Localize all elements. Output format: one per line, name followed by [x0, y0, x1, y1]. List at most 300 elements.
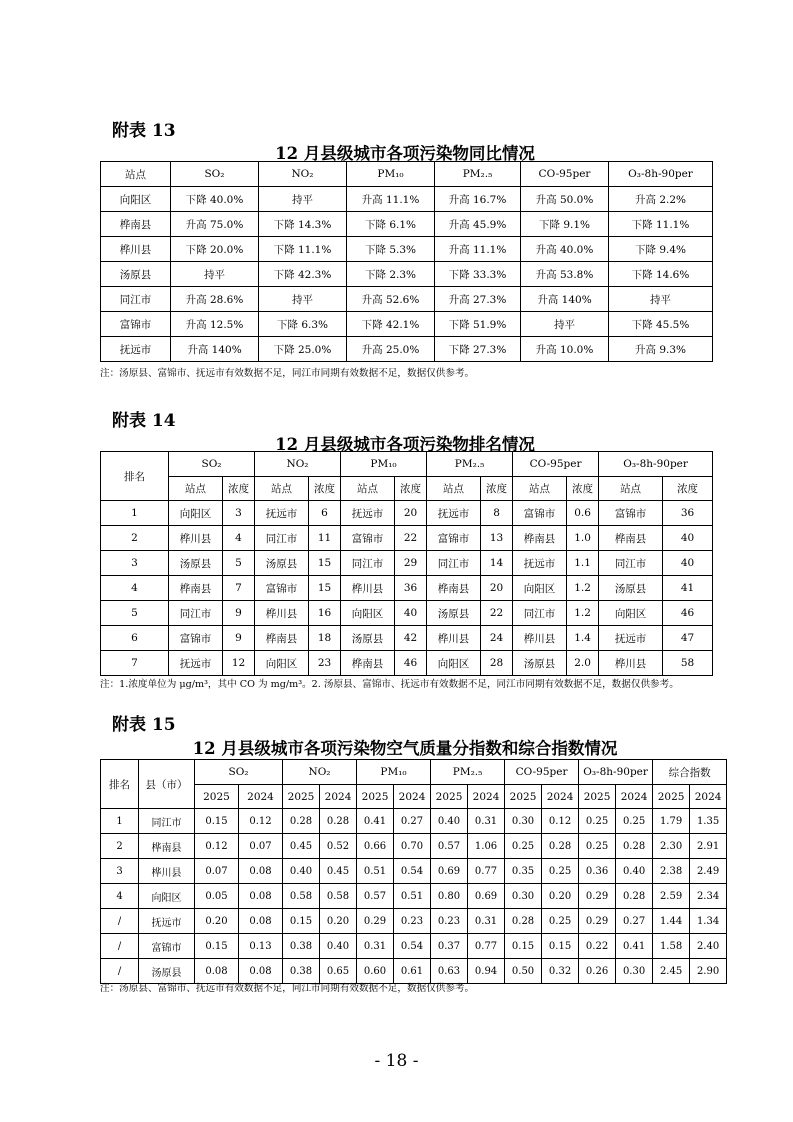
- table15-cell: 0.22: [579, 934, 616, 959]
- table14-cell: 20: [395, 501, 427, 526]
- table15-year-2024-subheader: 2024: [690, 785, 727, 809]
- table15-cell: 0.28: [616, 834, 653, 859]
- table15-cell: 1.58: [653, 934, 690, 959]
- table15-note: 注：汤原县、富锦市、抚远市有效数据不足，同江市同期有效数据不足，数据仅供参考。: [100, 983, 475, 994]
- table15-cell: 0.37: [431, 934, 468, 959]
- table15-cell: 0.25: [542, 859, 579, 884]
- table13-cell: 升高 40.0%: [521, 237, 609, 262]
- table15-group-header: CO-95per: [505, 760, 579, 785]
- table15-cell: 0.08: [239, 959, 283, 984]
- table14-cell: 桦南县: [599, 526, 663, 551]
- table15-cell: 2.30: [653, 834, 690, 859]
- table15-cell: 2: [101, 834, 139, 859]
- table15-cell: 0.08: [239, 859, 283, 884]
- table15-group-header: SO₂: [195, 760, 283, 785]
- table14-cell: 汤原县: [599, 576, 663, 601]
- table13-cell: 富锦市: [101, 312, 171, 337]
- table15-cell: 0.51: [394, 884, 431, 909]
- table13-cell: 升高 11.1%: [347, 187, 435, 212]
- table14-row: [101, 601, 713, 626]
- table15-cell: 0.94: [468, 959, 505, 984]
- table13-cell: 升高 52.6%: [347, 287, 435, 312]
- table14-cell: 富锦市: [599, 501, 663, 526]
- table13-cell: 同江市: [101, 287, 171, 312]
- table14-cell: 24: [481, 626, 513, 651]
- table15-cell: 0.32: [542, 959, 579, 984]
- table13-row: [101, 337, 713, 362]
- table15-cell: 4: [101, 884, 139, 909]
- table15-cell: 1.06: [468, 834, 505, 859]
- table13-cell: 下降 14.6%: [609, 262, 713, 287]
- table13-caption: 12 月县级城市各项污染物同比情况: [275, 144, 535, 163]
- table14-conc-subheader: 浓度: [567, 477, 599, 501]
- table14-cell: 桦川县: [427, 626, 481, 651]
- table14-cell: 13: [481, 526, 513, 551]
- table14-cell: 抚远市: [427, 501, 481, 526]
- table13-cell: 升高 16.7%: [435, 187, 521, 212]
- table15-cell: 0.12: [195, 834, 239, 859]
- table15-cell: 0.40: [431, 809, 468, 834]
- table15-cell: 0.25: [505, 834, 542, 859]
- table14-cell: 2.0: [567, 651, 599, 676]
- table14-cell: 同江市: [169, 601, 223, 626]
- table15-cell: 0.35: [505, 859, 542, 884]
- table13-cell: 持平: [259, 287, 347, 312]
- table15-year-2024-subheader: 2024: [320, 785, 357, 809]
- table15-cell: 0.15: [542, 934, 579, 959]
- table14-cell: 桦川县: [341, 576, 395, 601]
- table15-row: [101, 934, 727, 959]
- table14-conc-subheader: 浓度: [223, 477, 255, 501]
- table14-pollutant-header: NO₂: [255, 452, 341, 477]
- table15-year-2025-subheader: 2025: [431, 785, 468, 809]
- table15-cell: 0.28: [320, 809, 357, 834]
- table14-cell: 桦川县: [255, 601, 309, 626]
- table14-row: [101, 526, 713, 551]
- table14-cell: 同江市: [427, 551, 481, 576]
- table14-conc-subheader: 浓度: [481, 477, 513, 501]
- table14-cell: 向阳区: [341, 601, 395, 626]
- table15-year-2025-subheader: 2025: [653, 785, 690, 809]
- table14-pollutant-header: O₃-8h-90per: [599, 452, 713, 477]
- table15-cell: 0.69: [431, 859, 468, 884]
- table13-header-cell: PM₂.₅: [435, 162, 521, 187]
- table14-cell: 桦南县: [427, 576, 481, 601]
- table14-cell: 15: [309, 576, 341, 601]
- table15-cell: 0.45: [320, 859, 357, 884]
- table13-cell: 下降 25.0%: [259, 337, 347, 362]
- table14-cell: 42: [395, 626, 427, 651]
- table13-cell: 下降 27.3%: [435, 337, 521, 362]
- table15-cell: 0.38: [283, 959, 320, 984]
- table15-cell: 0.41: [616, 934, 653, 959]
- table14-cell: 富锦市: [169, 626, 223, 651]
- table14-note: 注：1.浓度单位为 μg/m³，其中 CO 为 mg/m³。2. 汤原县、富锦市、抚远市有效数据不足，同江市同期有效数据不足，数据仅供参考。: [100, 679, 679, 690]
- table13-header-cell: NO₂: [259, 162, 347, 187]
- table15-cell: 0.20: [320, 909, 357, 934]
- table15-cell: 0.08: [195, 959, 239, 984]
- table15-cell: 0.31: [468, 809, 505, 834]
- table14-cell: 46: [663, 601, 713, 626]
- table15-year-2024-subheader: 2024: [394, 785, 431, 809]
- table13-row: [101, 312, 713, 337]
- table15-cell: 0.13: [239, 934, 283, 959]
- table14-cell: 36: [395, 576, 427, 601]
- table15-cell: 0.58: [320, 884, 357, 909]
- table14: [100, 451, 713, 676]
- table14-station-subheader: 站点: [169, 477, 223, 501]
- table14-cell: 18: [309, 626, 341, 651]
- table15-cell: 0.70: [394, 834, 431, 859]
- table13-cell: 下降 5.3%: [347, 237, 435, 262]
- table15-cell: 0.20: [542, 884, 579, 909]
- table15-cell: 0.07: [239, 834, 283, 859]
- table15-cell: 0.40: [283, 859, 320, 884]
- table15-cell: 0.51: [357, 859, 394, 884]
- table15: [100, 759, 727, 984]
- table15-cell: 汤原县: [139, 959, 195, 984]
- table15-cell: 0.57: [431, 834, 468, 859]
- table14-cell: 0.6: [567, 501, 599, 526]
- table13-cell: 升高 25.0%: [347, 337, 435, 362]
- table15-cell: 向阳区: [139, 884, 195, 909]
- table14-cell: 36: [663, 501, 713, 526]
- table14-cell: 3: [223, 501, 255, 526]
- table14-cell: 47: [663, 626, 713, 651]
- table15-cell: 0.15: [195, 934, 239, 959]
- table15-cell: 0.31: [468, 909, 505, 934]
- table15-cell: 0.50: [505, 959, 542, 984]
- table15-cell: 2.40: [690, 934, 727, 959]
- table14-cell: 40: [395, 601, 427, 626]
- table13-cell: 升高 28.6%: [171, 287, 259, 312]
- table15-row: [101, 959, 727, 984]
- table13-cell: 下降 45.5%: [609, 312, 713, 337]
- table14-cell: 22: [395, 526, 427, 551]
- table15-row: [101, 909, 727, 934]
- table15-group-header: PM₂.₅: [431, 760, 505, 785]
- table15-cell: 0.08: [239, 909, 283, 934]
- table14-station-subheader: 站点: [341, 477, 395, 501]
- table15-cell: 桦南县: [139, 834, 195, 859]
- table14-cell: 2: [101, 526, 169, 551]
- table15-cell: 0.54: [394, 859, 431, 884]
- table14-station-subheader: 站点: [599, 477, 663, 501]
- page-number: - 18 -: [374, 1051, 419, 1071]
- table13-cell: 下降 2.3%: [347, 262, 435, 287]
- table15-cell: 0.20: [195, 909, 239, 934]
- table14-cell: 桦川县: [513, 626, 567, 651]
- table13-header-cell: O₃-8h-90per: [609, 162, 713, 187]
- table15-cell: 0.07: [195, 859, 239, 884]
- table13-note: 注：汤原县、富锦市、抚远市有效数据不足，同江市同期有效数据不足，数据仅供参考。: [100, 368, 475, 379]
- table15-cell: 0.66: [357, 834, 394, 859]
- table15-group-header: 综合指数: [653, 760, 727, 785]
- table15-title: 附表 15: [112, 715, 176, 735]
- table14-cell: 6: [309, 501, 341, 526]
- table15-year-2024-subheader: 2024: [468, 785, 505, 809]
- table14-cell: 同江市: [599, 551, 663, 576]
- table14-cell: 5: [223, 551, 255, 576]
- table15-cell: 0.30: [616, 959, 653, 984]
- table14-cell: 28: [481, 651, 513, 676]
- table14-cell: 7: [223, 576, 255, 601]
- table13-header-cell: SO₂: [171, 162, 259, 187]
- table15-cell: 0.77: [468, 934, 505, 959]
- table15-cell: 0.08: [239, 884, 283, 909]
- table13-cell: 升高 2.2%: [609, 187, 713, 212]
- table15-cell: 0.27: [616, 909, 653, 934]
- table15-cell: 0.45: [283, 834, 320, 859]
- table14-station-subheader: 站点: [255, 477, 309, 501]
- table15-cell: 2.49: [690, 859, 727, 884]
- table14-cell: 汤原县: [341, 626, 395, 651]
- table13-cell: 持平: [171, 262, 259, 287]
- table15-cell: 0.36: [579, 859, 616, 884]
- table15-cell: 2.45: [653, 959, 690, 984]
- table15-cell: 0.25: [542, 909, 579, 934]
- table14-cell: 1.0: [567, 526, 599, 551]
- table14-cell: 15: [309, 551, 341, 576]
- table14-cell: 桦川县: [169, 526, 223, 551]
- table15-cell: 0.40: [320, 934, 357, 959]
- table14-cell: 富锦市: [427, 526, 481, 551]
- table15-cell: 同江市: [139, 809, 195, 834]
- table13-cell: 持平: [521, 312, 609, 337]
- table13: [100, 161, 713, 362]
- table14-row: [101, 501, 713, 526]
- table15-cell: 2.59: [653, 884, 690, 909]
- table14-cell: 富锦市: [341, 526, 395, 551]
- table13-row: [101, 262, 713, 287]
- table15-cell: 0.52: [320, 834, 357, 859]
- table14-cell: 7: [101, 651, 169, 676]
- table15-row: [101, 809, 727, 834]
- table13-cell: 下降 51.9%: [435, 312, 521, 337]
- table15-cell: 0.15: [195, 809, 239, 834]
- table15-cell: 富锦市: [139, 934, 195, 959]
- table14-cell: 汤原县: [169, 551, 223, 576]
- table14-cell: 抚远市: [255, 501, 309, 526]
- table15-cell: /: [101, 934, 139, 959]
- table15-cell: 0.15: [283, 909, 320, 934]
- table14-cell: 9: [223, 626, 255, 651]
- table15-caption: 12 月县级城市各项污染物空气质量分指数和综合指数情况: [192, 739, 618, 758]
- table15-cell: 0.41: [357, 809, 394, 834]
- table14-cell: 41: [663, 576, 713, 601]
- table14-cell: 1: [101, 501, 169, 526]
- table15-cell: 0.12: [542, 809, 579, 834]
- table14-cell: 3: [101, 551, 169, 576]
- table15-group-header: PM₁₀: [357, 760, 431, 785]
- table14-cell: 抚远市: [169, 651, 223, 676]
- table15-year-2025-subheader: 2025: [579, 785, 616, 809]
- table15-cell: 0.60: [357, 959, 394, 984]
- table14-pollutant-header: CO-95per: [513, 452, 599, 477]
- table15-cell: 0.28: [283, 809, 320, 834]
- table15-cell: 0.30: [505, 809, 542, 834]
- table13-cell: 升高 27.3%: [435, 287, 521, 312]
- table14-pollutant-header: PM₂.₅: [427, 452, 513, 477]
- table15-cell: 1.79: [653, 809, 690, 834]
- table15-cell: 0.30: [505, 884, 542, 909]
- table15-cell: 0.12: [239, 809, 283, 834]
- table14-conc-subheader: 浓度: [663, 477, 713, 501]
- table14-cell: 12: [223, 651, 255, 676]
- table14-cell: 向阳区: [169, 501, 223, 526]
- table14-station-subheader: 站点: [427, 477, 481, 501]
- table14-cell: 桦南县: [169, 576, 223, 601]
- table14-cell: 富锦市: [255, 576, 309, 601]
- table14-cell: 16: [309, 601, 341, 626]
- table14-cell: 4: [223, 526, 255, 551]
- table15-cell: 0.38: [283, 934, 320, 959]
- table15-cell: 2.38: [653, 859, 690, 884]
- table14-cell: 汤原县: [255, 551, 309, 576]
- table15-cell: 0.25: [579, 834, 616, 859]
- table13-cell: 持平: [609, 287, 713, 312]
- table15-group-header: NO₂: [283, 760, 357, 785]
- table14-cell: 桦川县: [599, 651, 663, 676]
- table15-cell: 0.05: [195, 884, 239, 909]
- table13-cell: 下降 6.1%: [347, 212, 435, 237]
- table15-cell: 1: [101, 809, 139, 834]
- table14-row: [101, 551, 713, 576]
- table14-cell: 40: [663, 526, 713, 551]
- table14-cell: 23: [309, 651, 341, 676]
- table14-cell: 同江市: [341, 551, 395, 576]
- table15-row: [101, 859, 727, 884]
- table13-cell: 下降 11.1%: [609, 212, 713, 237]
- table15-group-header: O₃-8h-90per: [579, 760, 653, 785]
- table15-cell: 0.58: [283, 884, 320, 909]
- table13-row: [101, 187, 713, 212]
- table13-header-cell: CO-95per: [521, 162, 609, 187]
- table13-cell: 持平: [259, 187, 347, 212]
- table14-title: 附表 14: [112, 411, 176, 431]
- table13-cell: 升高 45.9%: [435, 212, 521, 237]
- table13-cell: 下降 42.1%: [347, 312, 435, 337]
- table14-cell: 桦南县: [255, 626, 309, 651]
- table15-year-2025-subheader: 2025: [505, 785, 542, 809]
- table13-cell: 桦川县: [101, 237, 171, 262]
- table15-year-2024-subheader: 2024: [239, 785, 283, 809]
- table14-row: [101, 651, 713, 676]
- table15-row: [101, 884, 727, 909]
- table14-conc-subheader: 浓度: [309, 477, 341, 501]
- table13-cell: 升高 53.8%: [521, 262, 609, 287]
- table15-cell: 1.44: [653, 909, 690, 934]
- table13-cell: 下降 33.3%: [435, 262, 521, 287]
- table15-rank-header: 排名: [101, 760, 139, 809]
- table13-cell: 下降 6.3%: [259, 312, 347, 337]
- table14-rank-header: 排名: [101, 452, 169, 501]
- table14-cell: 桦南县: [341, 651, 395, 676]
- table14-cell: 富锦市: [513, 501, 567, 526]
- table13-cell: 升高 75.0%: [171, 212, 259, 237]
- table14-cell: 40: [663, 551, 713, 576]
- table15-cell: 1.34: [690, 909, 727, 934]
- table15-cell: 0.28: [505, 909, 542, 934]
- table14-cell: 29: [395, 551, 427, 576]
- table15-cell: 0.28: [542, 834, 579, 859]
- table13-cell: 升高 140%: [171, 337, 259, 362]
- table14-cell: 同江市: [255, 526, 309, 551]
- table15-cell: 0.69: [468, 884, 505, 909]
- table13-cell: 升高 11.1%: [435, 237, 521, 262]
- table15-cell: 0.25: [579, 809, 616, 834]
- table15-cell: 2.90: [690, 959, 727, 984]
- table13-cell: 下降 9.1%: [521, 212, 609, 237]
- table14-cell: 向阳区: [599, 601, 663, 626]
- table13-cell: 下降 40.0%: [171, 187, 259, 212]
- table13-cell: 向阳区: [101, 187, 171, 212]
- table15-cell: 0.77: [468, 859, 505, 884]
- table15-year-2024-subheader: 2024: [542, 785, 579, 809]
- table13-cell: 下降 14.3%: [259, 212, 347, 237]
- table14-cell: 抚远市: [599, 626, 663, 651]
- table15-cell: 3: [101, 859, 139, 884]
- table15-row: [101, 834, 727, 859]
- table15-cell: 2.91: [690, 834, 727, 859]
- table14-cell: 1.2: [567, 601, 599, 626]
- table15-cell: 0.15: [505, 934, 542, 959]
- table14-cell: 9: [223, 601, 255, 626]
- table13-cell: 升高 10.0%: [521, 337, 609, 362]
- table15-cell: 0.27: [394, 809, 431, 834]
- table15-cell: 0.54: [394, 934, 431, 959]
- table15-cell: 0.23: [431, 909, 468, 934]
- table13-cell: 桦南县: [101, 212, 171, 237]
- table14-cell: 抚远市: [513, 551, 567, 576]
- table15-cell: 0.63: [431, 959, 468, 984]
- table14-cell: 6: [101, 626, 169, 651]
- table15-cell: 0.25: [616, 809, 653, 834]
- table14-cell: 4: [101, 576, 169, 601]
- table14-conc-subheader: 浓度: [395, 477, 427, 501]
- table15-cell: 0.80: [431, 884, 468, 909]
- table15-cell: 0.31: [357, 934, 394, 959]
- table14-station-subheader: 站点: [513, 477, 567, 501]
- table15-year-2025-subheader: 2025: [357, 785, 394, 809]
- table14-cell: 1.1: [567, 551, 599, 576]
- table15-cell: 0.61: [394, 959, 431, 984]
- table14-cell: 8: [481, 501, 513, 526]
- table14-cell: 11: [309, 526, 341, 551]
- table14-cell: 1.2: [567, 576, 599, 601]
- table15-cell: 0.28: [616, 884, 653, 909]
- table14-cell: 向阳区: [427, 651, 481, 676]
- table13-row: [101, 237, 713, 262]
- table15-cell: 桦川县: [139, 859, 195, 884]
- table13-cell: 升高 50.0%: [521, 187, 609, 212]
- table13-header-cell: 站点: [101, 162, 171, 187]
- table15-year-2025-subheader: 2025: [283, 785, 320, 809]
- table13-cell: 下降 20.0%: [171, 237, 259, 262]
- table14-cell: 14: [481, 551, 513, 576]
- table13-header-cell: PM₁₀: [347, 162, 435, 187]
- table13-cell: 升高 12.5%: [171, 312, 259, 337]
- table13-cell: 升高 9.3%: [609, 337, 713, 362]
- table14-cell: 22: [481, 601, 513, 626]
- table14-cell: 46: [395, 651, 427, 676]
- table15-cell: 0.23: [394, 909, 431, 934]
- table14-row: [101, 626, 713, 651]
- table13-title: 附表 13: [112, 121, 176, 141]
- table14-cell: 汤原县: [513, 651, 567, 676]
- table14-pollutant-header: SO₂: [169, 452, 255, 477]
- table13-cell: 下降 42.3%: [259, 262, 347, 287]
